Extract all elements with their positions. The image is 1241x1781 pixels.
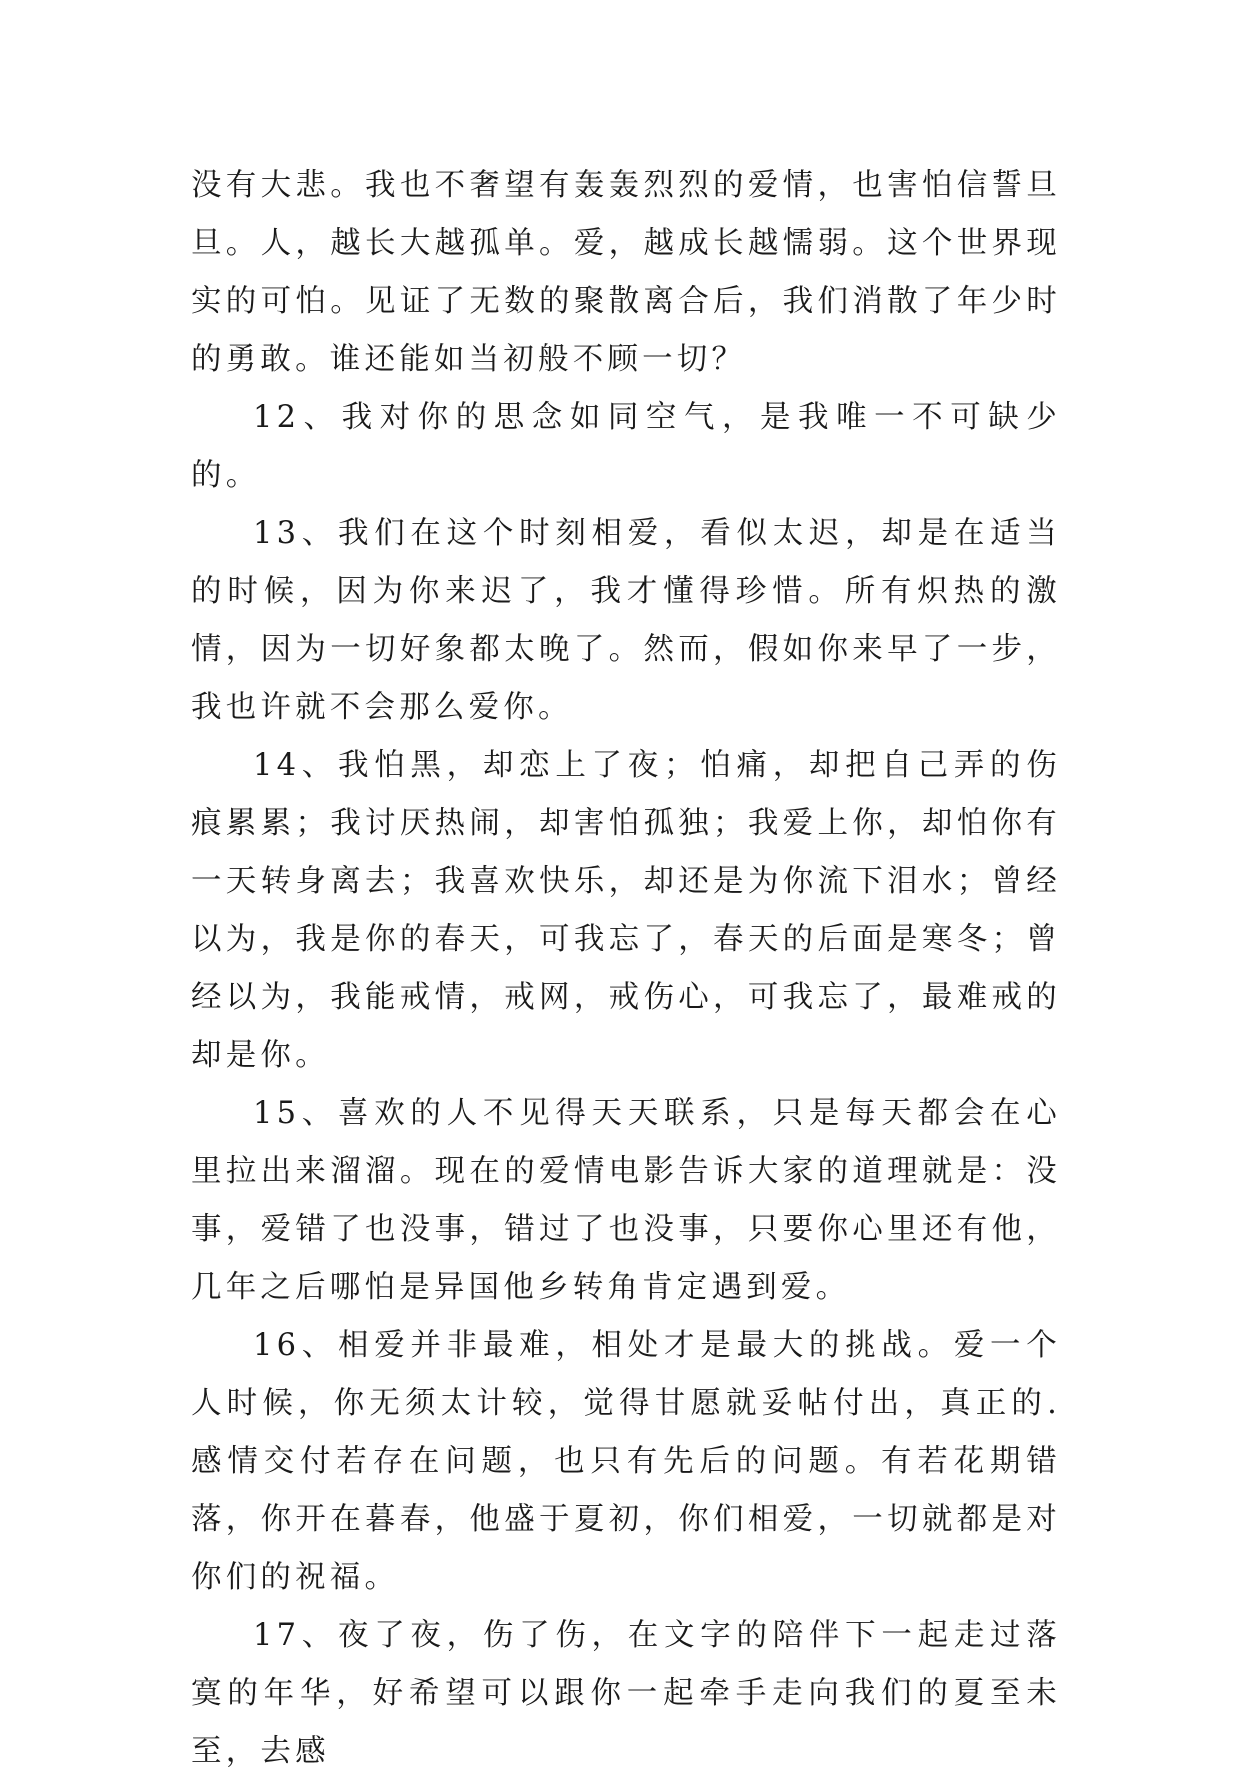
paragraph-12: 12、我对你的思念如同空气，是我唯一不可缺少的。 [191, 400, 1061, 493]
paragraph-13: 13、我们在这个时刻相爱，看似太迟，却是在适当的时候，因为你来迟了，我才懂得珍惜。所有炽热的激情，因为一切好象都太晚了。然而，假如你来早了一步，我也许就不会那么爱你。 [191, 516, 1061, 725]
paragraph-continued: 没有大悲。我也不奢望有轰轰烈烈的爱情，也害怕信誓旦旦。人，越长大越孤单。爱，越成长越懦弱。这个世界现实的可怕。见证了无数的聚散离合后，我们消散了年少时的勇敢。谁还能如当初般不顾一切？ [191, 168, 1061, 377]
paragraph-17: 17、夜了夜，伤了伤，在文字的陪伴下一起走过落寞的年华，好希望可以跟你一起牵手走向我们的夏至未至，去感 [191, 1618, 1061, 1769]
paragraph-14: 14、我怕黑，却恋上了夜；怕痛，却把自己弄的伤痕累累；我讨厌热闹，却害怕孤独；我爱上你，却怕你有一天转身离去；我喜欢快乐，却还是为你流下泪水；曾经以为，我是你的春天，可我忘了，春天的后面是寒冬；曾经以为，我能戒情，戒网，戒伤心，可我忘了，最难戒的却是你。 [191, 748, 1061, 1073]
document-body [191, 157, 1061, 1781]
paragraph-15: 15、喜欢的人不见得天天联系，只是每天都会在心里拉出来溜溜。现在的爱情电影告诉大家的道理就是：没事，爱错了也没事，错过了也没事，只要你心里还有他，几年之后哪怕是异国他乡转角肯定遇到爱。 [191, 1096, 1061, 1305]
paragraph-16: 16、相爱并非最难，相处才是最大的挑战。爱一个人时候，你无须太计较，觉得甘愿就妥帖付出，真正的.感情交付若存在问题，也只有先后的问题。有若花期错落，你开在暮春，他盛于夏初，你们相爱，一切就都是对你们的祝福。 [191, 1328, 1061, 1595]
